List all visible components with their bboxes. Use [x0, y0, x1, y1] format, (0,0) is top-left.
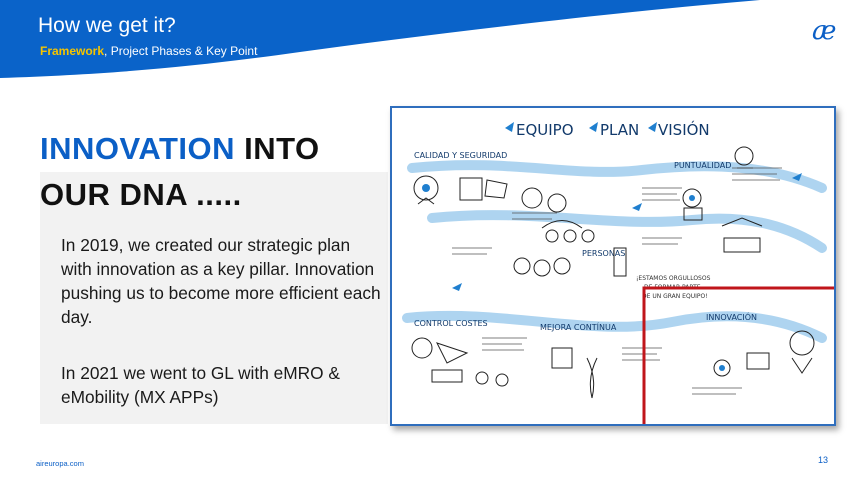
label-innovacion: INNOVACIÓN	[706, 313, 758, 322]
main-heading-line2: OUR DNA .....	[40, 177, 242, 212]
label-orgullosos-2: DE FORMAR PARTE	[644, 284, 701, 291]
header-banner	[0, 0, 865, 80]
paragraph-go-live: In 2021 we went to GL with eMRO & eMobility (MX APPs)	[61, 363, 340, 407]
label-orgullosos-3: DE UN GRAN EQUIPO!	[642, 293, 708, 300]
header-subtitle	[40, 44, 257, 58]
strategy-sketch	[392, 108, 834, 424]
subtitle-rest: , Project Phases & Key Point	[104, 44, 258, 58]
label-puntualidad: PUNTUALIDAD	[674, 161, 732, 170]
air-europa-logo: æ	[812, 16, 834, 46]
footer-url: aireuropa.com	[36, 459, 84, 468]
main-heading-line1	[40, 131, 320, 167]
paragraph-strategic-plan: In 2019, we created our strategic plan with innovation as a key pillar. Innovation pushing us to become more efficient each day.	[61, 235, 381, 327]
strategy-sketch-image	[390, 106, 836, 426]
label-calidad: CALIDAD Y SEGURIDAD	[414, 151, 508, 160]
heading-line1-rest: INTO	[235, 131, 320, 166]
label-plan: PLAN	[600, 121, 640, 139]
label-personas: PERSONAS	[582, 249, 626, 258]
label-equipo: EQUIPO	[516, 121, 574, 139]
label-mejora-continua: MEJORA CONTÍNUA	[540, 323, 617, 332]
heading-accent: INNOVATION	[40, 131, 236, 166]
label-orgullosos-1: ¡ESTAMOS ORGULLOSOS	[636, 275, 711, 282]
header-title: How we get it?	[38, 14, 176, 37]
subtitle-highlight: Framework	[40, 44, 105, 58]
label-vision: VISIÓN	[658, 121, 710, 139]
page-number: 13	[818, 455, 829, 465]
label-control-costes: CONTROL COSTES	[414, 319, 488, 328]
